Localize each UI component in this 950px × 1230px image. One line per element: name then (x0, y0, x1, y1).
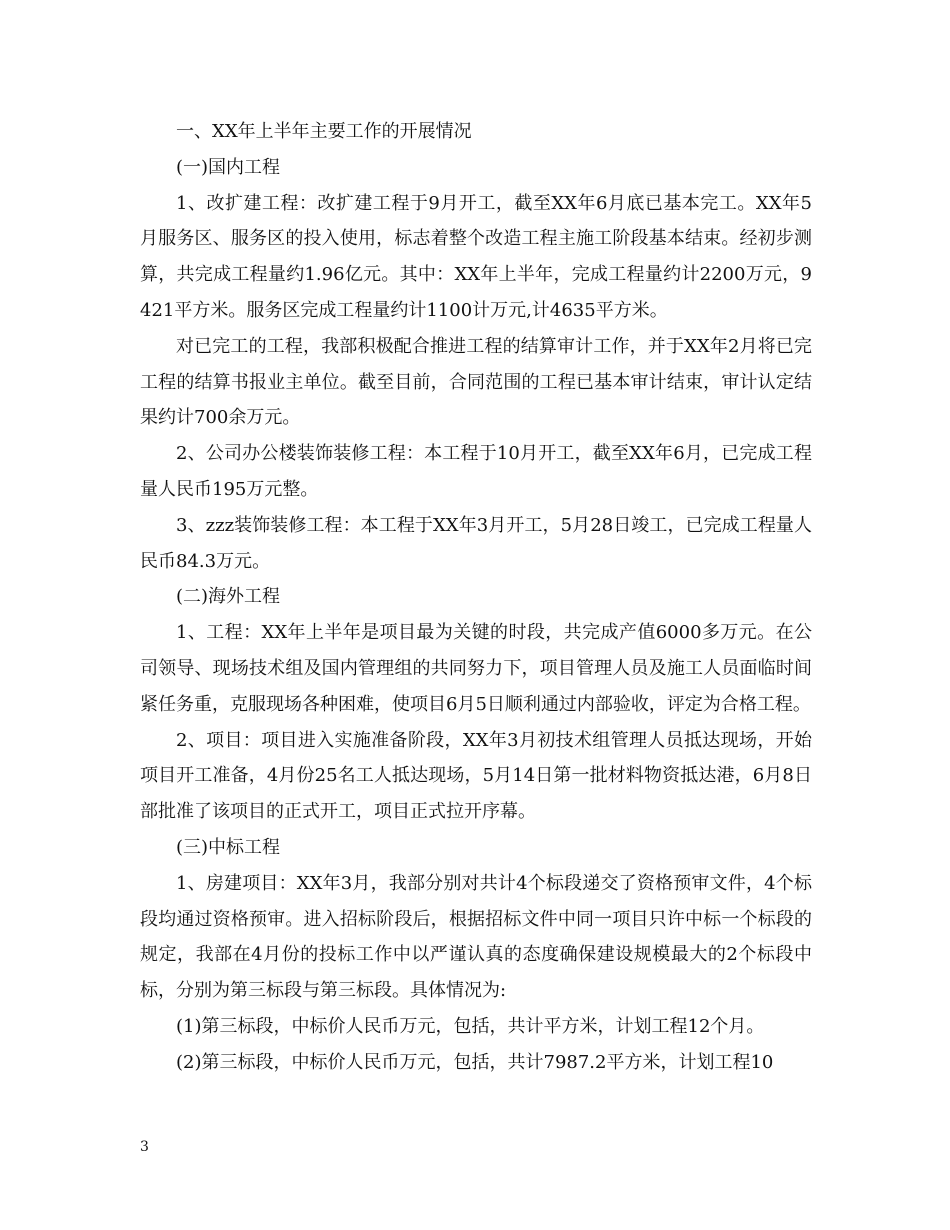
paragraph-overseas-project-2: 2、项目：项目进入实施准备阶段，XX年3月初技术组管理人员抵达现场，开始项目开工准备，4月份25名工人抵达现场，5月14日第一批材料物资抵达港，6月8日部批准了该项目的正式开工，项目正式拉开序幕。 (140, 729, 812, 823)
paragraph-housing-project: 1、房建项目：XX年3月，我部分别对共计4个标段递交了资格预审文件，4个标段均通过资格预审。进入招标阶段后，根据招标文件中同一项目只许中标一个标段的规定，我部在4月份的投标工作中以严谨认真的态度确保建设规模最大的2个标段中标，分别为第三标段与第三标段。具体情况为: (140, 872, 812, 1002)
section-heading-1: 一、XX年上半年主要工作的开展情况 (176, 121, 472, 142)
paragraph-zzz-decoration: 3、zzz装饰装修工程：本工程于XX年3月开工，5月28日竣工，已完成工程量人民币84.3万元。 (140, 514, 812, 572)
paragraph-renovation-project: 1、改扩建工程：改扩建工程于9月开工，截至XX年6月底已基本完工。XX年5月服务区、服务区的投入使用，标志着整个改造工程主施工阶段基本结束。经初步测算，共完成工程量约1.96亿元。其中：XX年上半年，完成工程量约计2200万元，9421平方米。服务区完成工程量约计1100计万元,计4635平方米。 (140, 192, 812, 321)
page-number: 3 (140, 1139, 149, 1155)
paragraph-settlement-audit: 对已完工的工程，我部积极配合推进工程的结算审计工作，并于XX年2月将已完工程的结算书报业主单位。截至目前，合同范围的工程已基本审计结束，审计认定结果约计700余万元。 (140, 335, 812, 429)
subsection-heading-domestic: (一)国内工程 (176, 156, 281, 178)
subsection-heading-overseas: (二)海外工程 (176, 586, 281, 608)
paragraph-office-decoration: 2、公司办公楼装饰装修工程：本工程于10月开工，截至XX年6月，已完成工程量人民币195万元整。 (140, 443, 812, 500)
subsection-heading-winning-bids: (三)中标工程 (176, 836, 281, 858)
document-body (140, 114, 812, 1081)
paragraph-bid-section-1: (1)第三标段，中标价人民币万元，包括，共计平方米，计划工程12个月。 (176, 1015, 765, 1037)
paragraph-overseas-project-1: 1、工程：XX年上半年是项目最为关键的时段，共完成产值6000多万元。在公司领导、现场技术组及国内管理组的共同努力下，项目管理人员及施工人员面临时间紧任务重，克服现场各种困难，使项目6月5日顺利通过内部验收，评定为合格工程。 (140, 622, 812, 715)
paragraph-bid-section-2: (2)第三标段，中标价人民币万元，包括，共计7987.2平方米，计划工程10 (176, 1051, 774, 1073)
